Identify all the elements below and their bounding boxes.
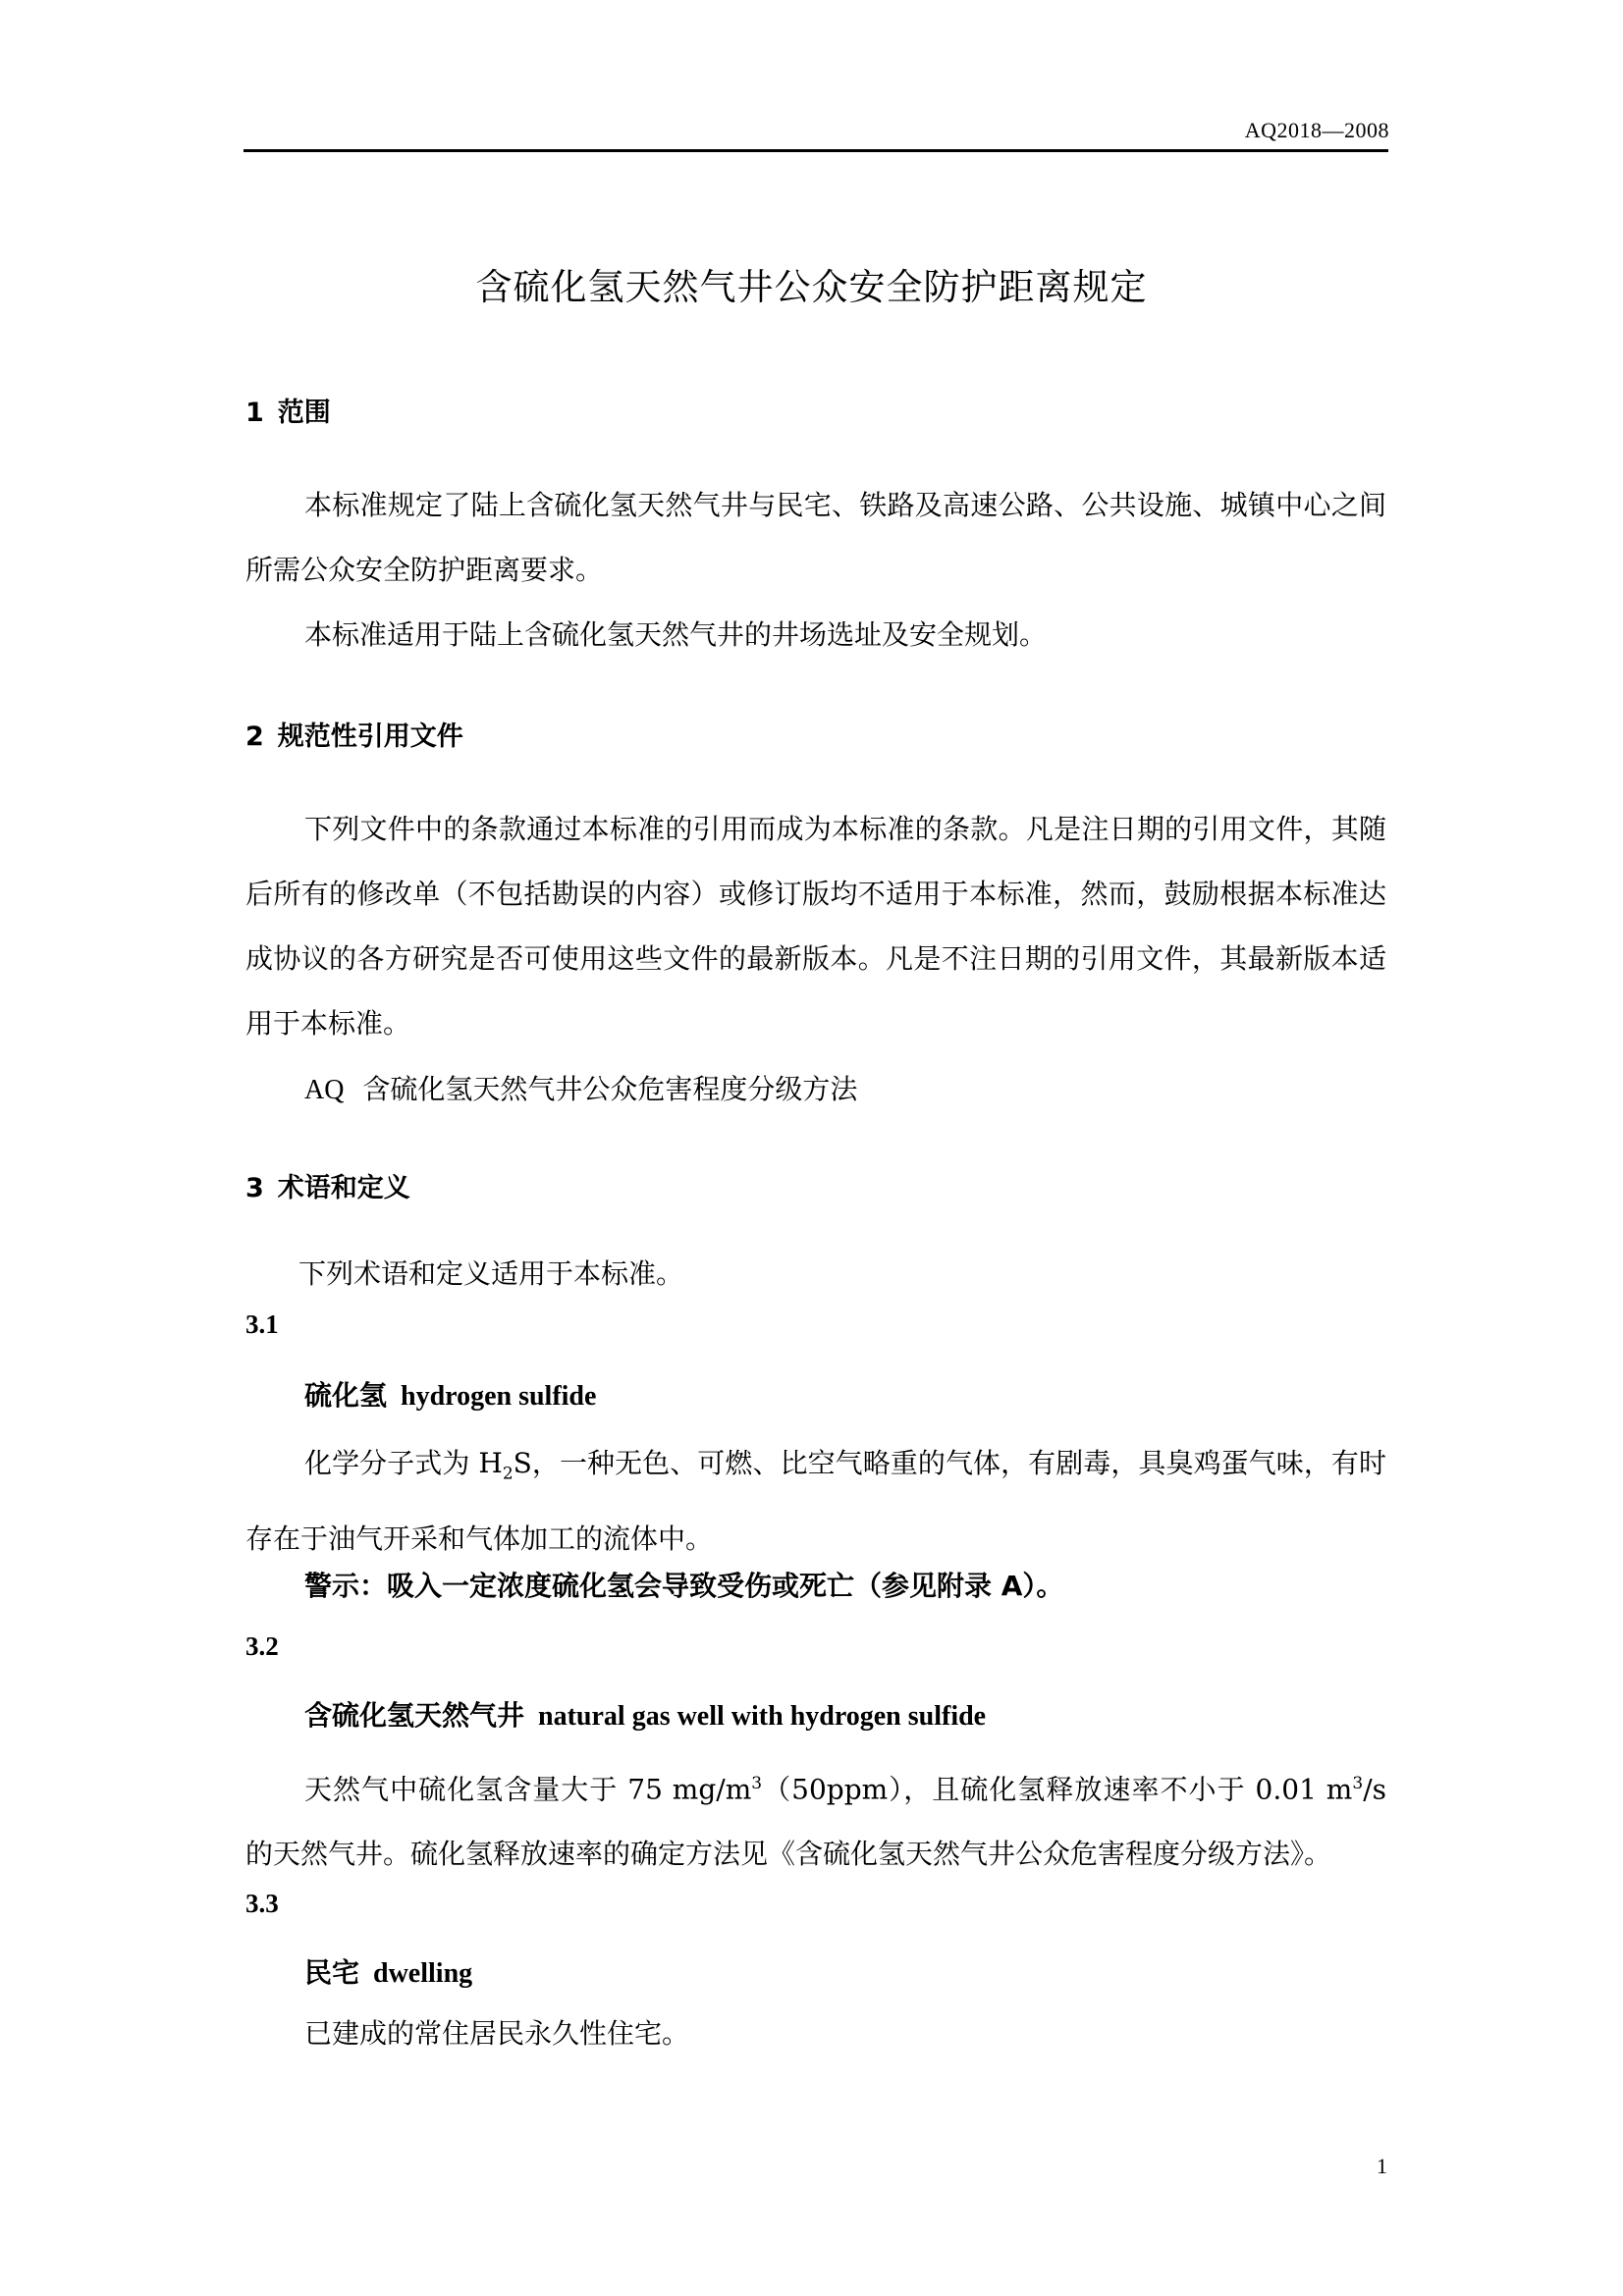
section-number: 1 [245, 398, 264, 428]
section-title: 规范性引用文件 [277, 721, 463, 752]
reference-title: 含硫化氢天然气井公众危害程度分级方法 [362, 1073, 858, 1105]
clause-3-1-definition [245, 1431, 1386, 1572]
definition-part: S，一种无色、可燃、比空气略重的气体，有剧毒，具臭鸡蛋气味，有时存在于油气开采和气体加工的流体中。 [245, 1447, 1386, 1555]
superscript: 3 [751, 1774, 763, 1793]
definition-part: （50ppm），且硫化氢释放速率不小于 0.01 m [762, 1773, 1353, 1806]
section-3-intro: 下列术语和定义适用于本标准。 [298, 1257, 684, 1290]
term-zh: 硫化氢 [304, 1379, 388, 1412]
clause-3-2-definition [245, 1751, 1386, 1887]
section-1-heading [245, 391, 331, 429]
normative-reference [304, 1068, 857, 1107]
reference-code: AQ [304, 1075, 345, 1105]
clause-3-1-number: 3.1 [245, 1309, 279, 1339]
section-2-heading [245, 715, 463, 753]
header-divider [243, 149, 1388, 152]
document-title: 含硫化氢天然气井公众安全防护距离规定 [475, 266, 1148, 308]
section-1-paragraph-2: 本标准适用于陆上含硫化氢天然气井的井场选址及安全规划。 [304, 618, 1048, 651]
definition-part: 化学分子式为 H [304, 1447, 503, 1479]
section-1-paragraph-1: 本标准规定了陆上含硫化氢天然气井与民宅、铁路及高速公路、公共设施、城镇中心之间所需公众安全防护距离要求。 [245, 489, 1386, 586]
section-2-paragraph-1: 下列文件中的条款通过本标准的引用而成为本标准的条款。凡是注日期的引用文件，其随后所有的修改单（不包括勘误的内容）或修订版均不适用于本标准，然而，鼓励根据本标准达成协议的各方研究是否可使用这些文件的最新版本。凡是不注日期的引用文件，其最新版本适用于本标准。 [245, 813, 1386, 1040]
term-en: hydrogen sulfide [401, 1381, 597, 1412]
definition-part: 天然气中硫化氢含量大于 75 mg/m [304, 1773, 752, 1806]
clause-3-2-number: 3.2 [245, 1631, 279, 1661]
term-zh: 含硫化氢天然气井 [304, 1699, 525, 1732]
term-en: dwelling [373, 1958, 473, 1989]
page-number: 1 [1377, 2154, 1387, 2178]
superscript: 3 [1352, 1774, 1364, 1793]
term-zh: 民宅 [304, 1956, 360, 1989]
subscript: 2 [502, 1464, 514, 1484]
standard-code: AQ2018—2008 [1244, 118, 1389, 142]
definition-part: /s 的天然气井。硫化氢释放速率的确定方法见《含硫化氢天然气井公众危害程度分级方法》。 [245, 1773, 1387, 1871]
clause-3-3-number: 3.3 [245, 1889, 279, 1918]
clause-3-2-term [304, 1694, 986, 1734]
section-number: 2 [245, 721, 264, 752]
term-en: natural gas well with hydrogen sulfide [538, 1701, 987, 1732]
clause-3-3-term [304, 1951, 472, 1991]
section-number: 3 [245, 1173, 264, 1203]
section-3-heading [245, 1166, 410, 1204]
section-title: 术语和定义 [277, 1173, 410, 1203]
clause-3-1-term [304, 1374, 596, 1414]
clause-3-3-definition: 已建成的常住居民永久性住宅。 [304, 2017, 690, 2050]
section-title: 范围 [277, 398, 331, 428]
clause-3-1-warning: 警示：吸入一定浓度硫化氢会导致受伤或死亡（参见附录 A）。 [304, 1570, 1064, 1602]
